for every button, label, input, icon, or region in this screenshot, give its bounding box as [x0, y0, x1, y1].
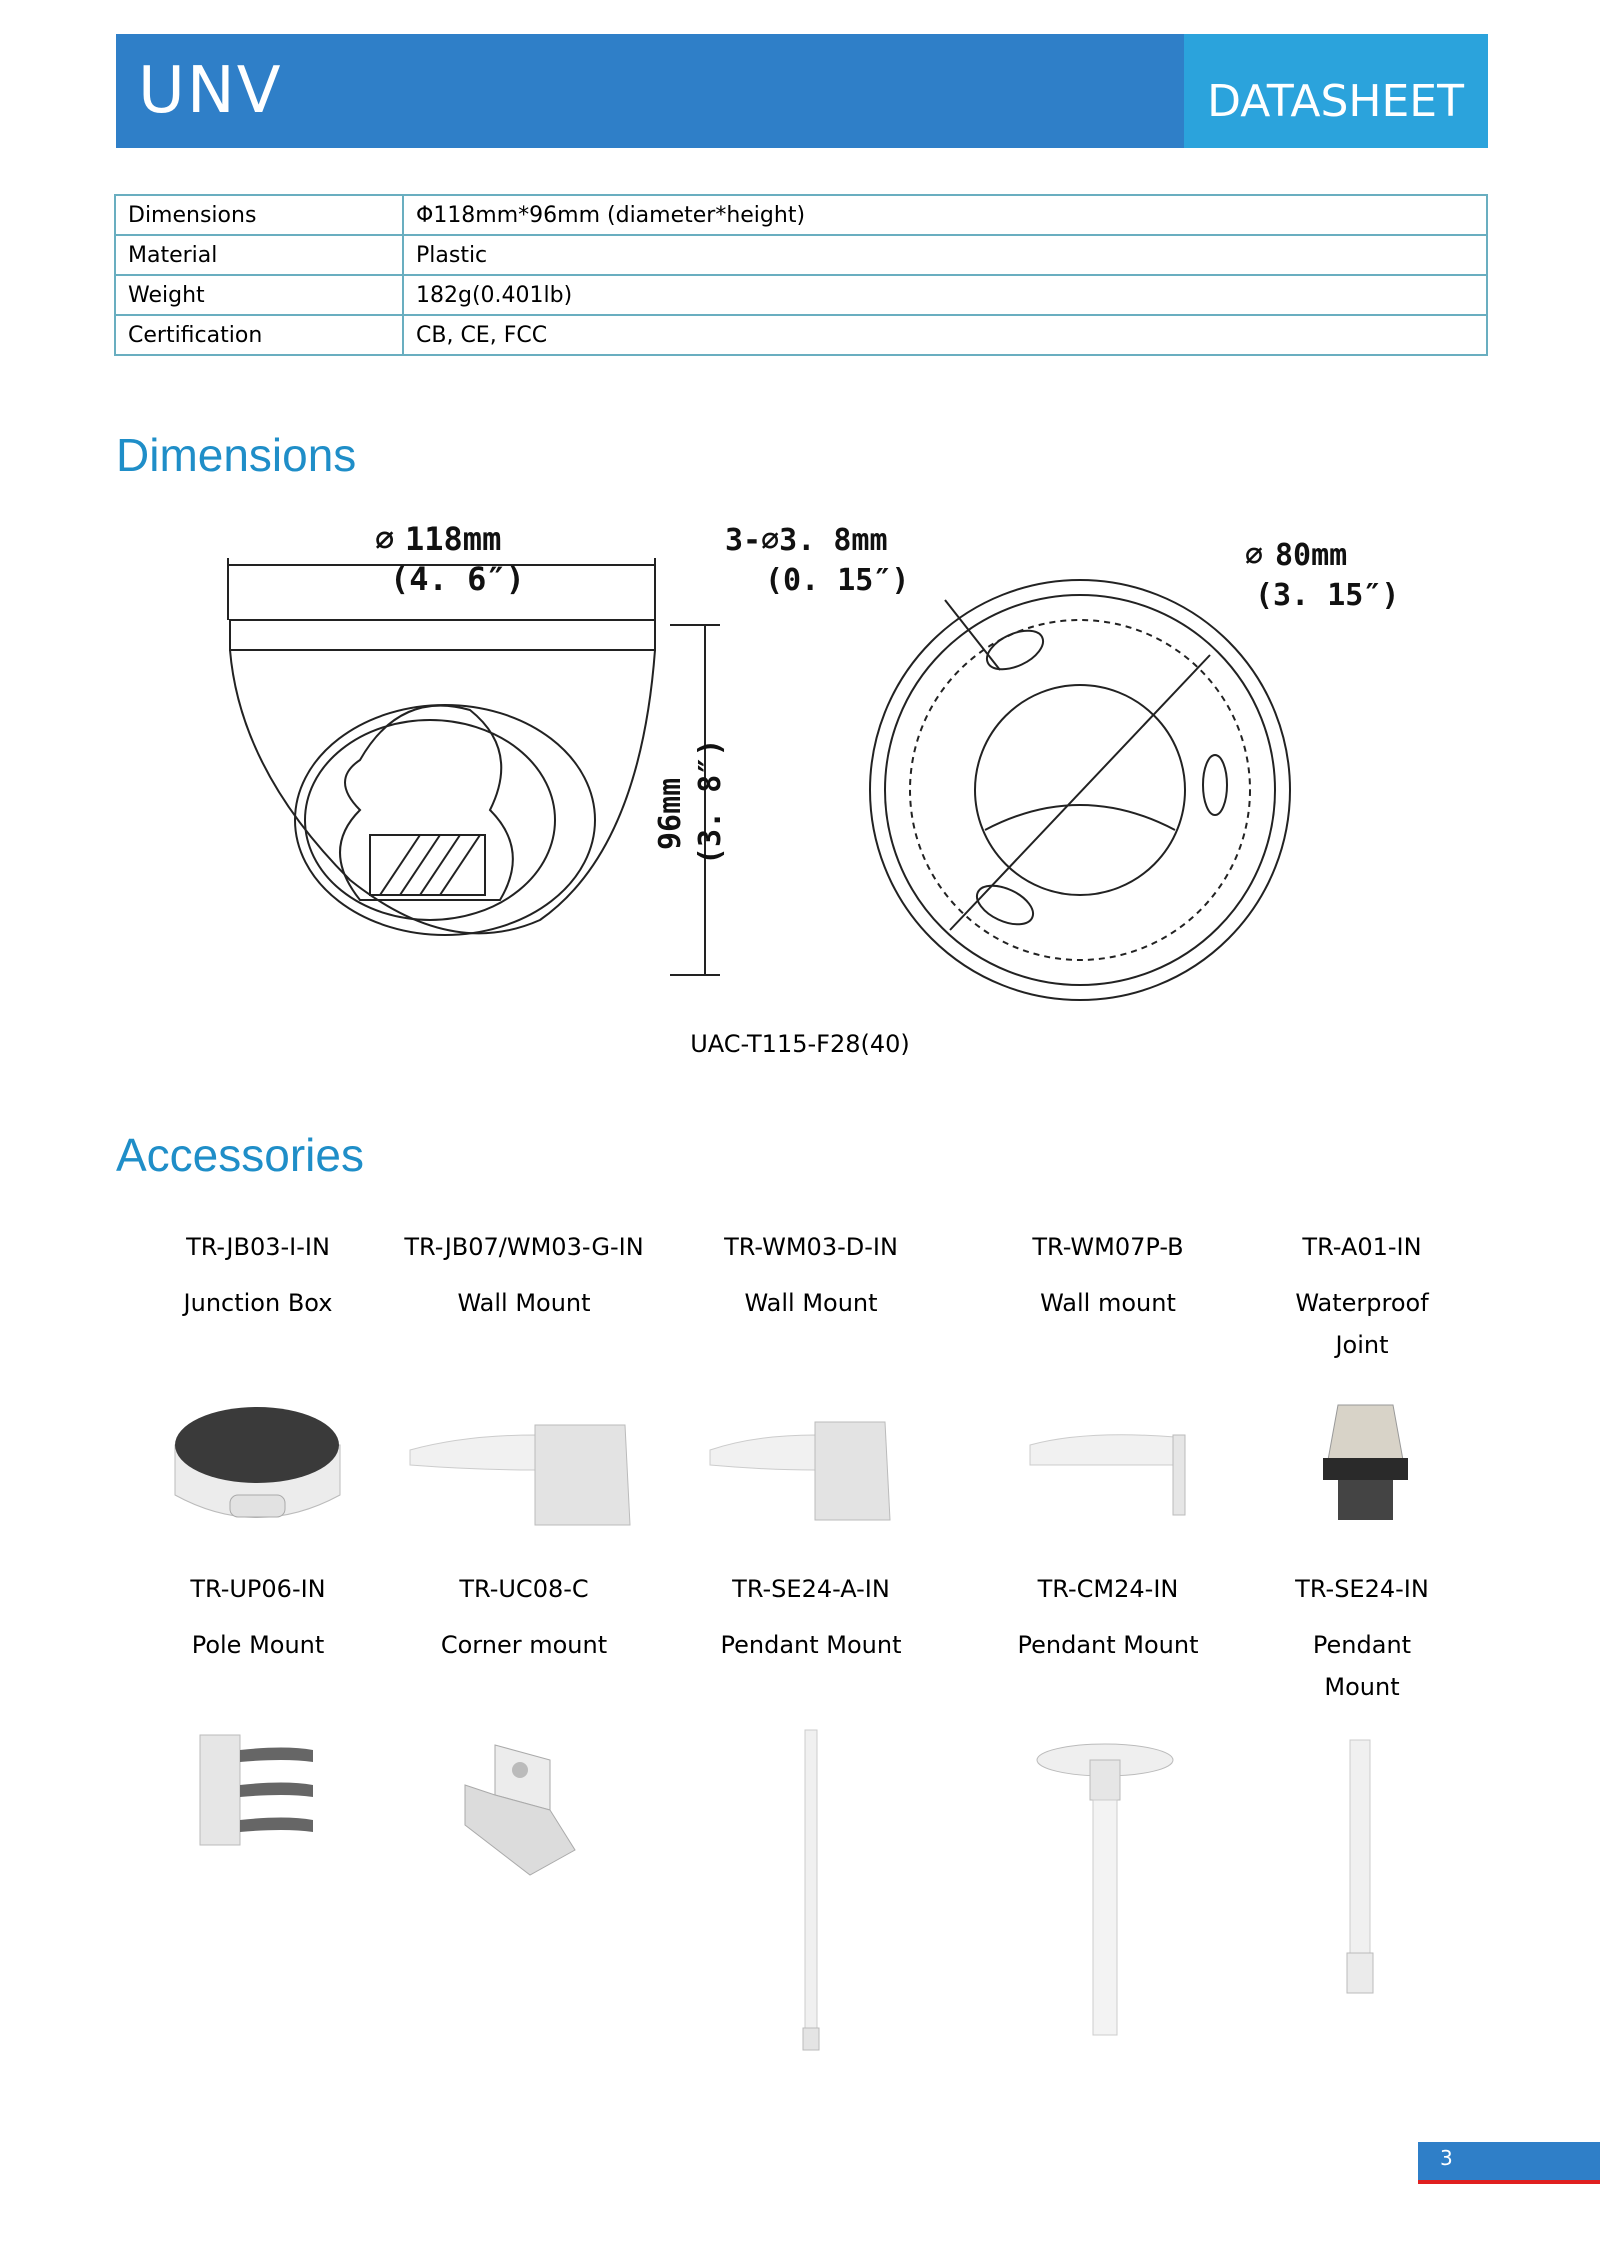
accessory-model: TR-UC08-C [459, 1575, 589, 1603]
spec-key: Weight [115, 275, 403, 315]
accessory-desc: Waterproof Joint [1295, 1289, 1429, 1359]
accessory-model: TR-WM03-D-IN [724, 1233, 898, 1261]
pole-mount-image [195, 1730, 320, 1850]
accessory-desc: Wall mount [1040, 1289, 1176, 1317]
accessory-model: TR-SE24-A-IN [732, 1575, 890, 1603]
dim-height-in: (3. 8″) [693, 738, 728, 865]
spec-value: Φ118mm*96mm (diameter*height) [403, 195, 1487, 235]
junction-box-image [170, 1400, 345, 1530]
accessories-heading: Accessories [116, 1129, 364, 1181]
corner-mount-image [455, 1740, 585, 1880]
waterproof-joint-image [1318, 1400, 1413, 1530]
spec-value: Plastic [403, 235, 1487, 275]
svg-text:∅: ∅ [375, 520, 395, 558]
unv-logo: UNV [138, 54, 283, 128]
accessory-model: TR-WM07P-B [1032, 1233, 1184, 1261]
accessory-desc: Pole Mount [191, 1631, 325, 1659]
dim-base-in: (3. 15″) [1255, 578, 1400, 613]
svg-text:∅: ∅ [1245, 538, 1264, 573]
table-row [115, 275, 1487, 315]
wall-mount-image [1025, 1425, 1190, 1520]
wall-mount-image [705, 1410, 895, 1530]
accessory-model: TR-SE24-IN [1295, 1575, 1429, 1603]
dim-height-mm: 96mm [653, 777, 688, 850]
table-row [115, 195, 1487, 235]
accessory-model: TR-JB07/WM03-G-IN [404, 1233, 644, 1261]
accessory-desc: Junction Box [183, 1289, 333, 1317]
spec-key: Certification [115, 315, 403, 355]
datasheet-label: DATASHEET [1207, 76, 1464, 127]
accessory-desc: Pendant Mount [1312, 1631, 1412, 1701]
accessory-model: TR-A01-IN [1302, 1233, 1422, 1261]
table-row [115, 315, 1487, 355]
wall-mount-image [405, 1410, 635, 1540]
accessory-desc: Pendant Mount [1017, 1631, 1199, 1659]
spec-value: 182g(0.401lb) [403, 275, 1487, 315]
page-number-bar [1418, 2142, 1600, 2184]
pendant-mount-image [798, 1728, 824, 2053]
accessory-model: TR-CM24-IN [1037, 1575, 1179, 1603]
header-banner [116, 34, 1488, 148]
pendant-mount-image [1035, 1740, 1175, 2040]
dim-hole-mm: 3-∅3. 8mm [725, 523, 888, 558]
dimension-drawing [200, 520, 1400, 1020]
spec-value: CB, CE, FCC [403, 315, 1487, 355]
accessory-desc: Wall Mount [744, 1289, 878, 1317]
accessory-desc: Wall Mount [457, 1289, 591, 1317]
dimensions-heading: Dimensions [116, 429, 357, 481]
page-number: 3 [1440, 2146, 1453, 2170]
spec-table [114, 194, 1488, 356]
dim-base-mm: 80mm [1275, 538, 1348, 573]
model-caption: UAC-T115-F28(40) [690, 1030, 910, 1058]
pendant-mount-image [1340, 1738, 1380, 1998]
accessory-desc: Pendant Mount [720, 1631, 902, 1659]
table-row [115, 235, 1487, 275]
dim-diameter-mm: 118mm [405, 520, 502, 558]
dim-hole-in: (0. 15″) [765, 563, 910, 598]
spec-key: Material [115, 235, 403, 275]
datasheet-badge [1184, 34, 1488, 148]
dim-diameter-in: (4. 6″) [390, 560, 525, 598]
accessory-model: TR-UP06-IN [190, 1575, 326, 1603]
accessory-model: TR-JB03-I-IN [186, 1233, 330, 1261]
accessory-desc: Corner mount [440, 1631, 608, 1659]
spec-key: Dimensions [115, 195, 403, 235]
